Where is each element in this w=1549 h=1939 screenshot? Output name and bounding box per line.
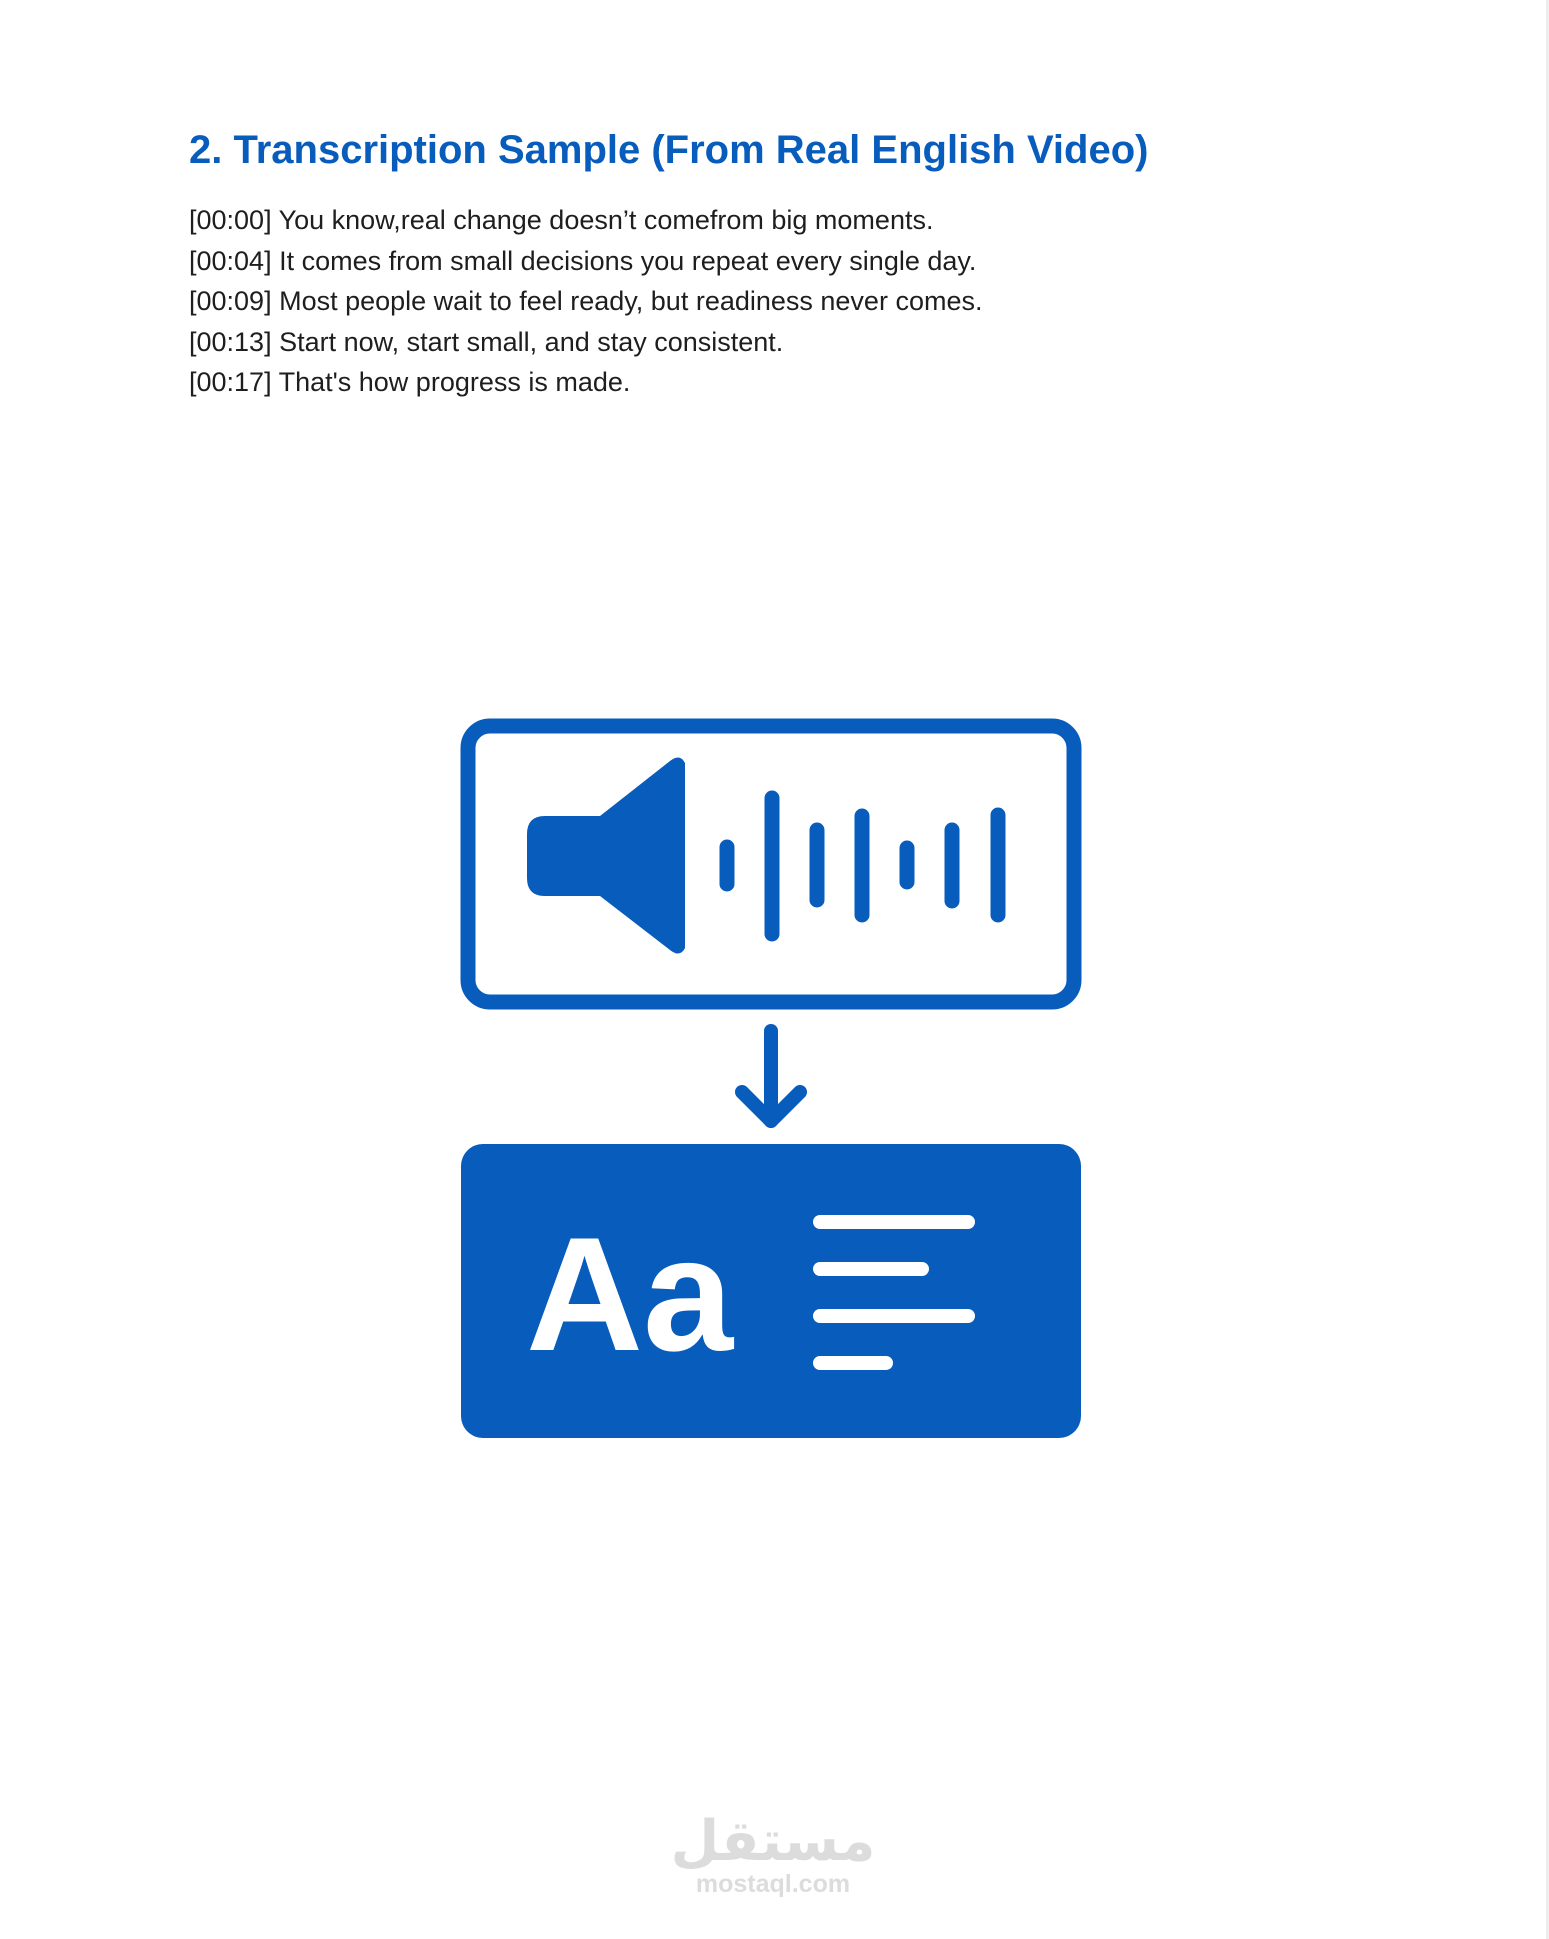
transcript-text: It comes from small decisions you repeat every single day. <box>279 245 977 276</box>
watermark-logo <box>660 1800 886 1900</box>
timestamp: [00:00] <box>189 205 272 235</box>
transcript-line <box>189 362 982 403</box>
transcript-text: Most people wait to feel ready, but readiness never comes. <box>279 286 983 316</box>
timestamp: [00:17] <box>189 367 272 397</box>
speech-to-text-illustration <box>460 718 1082 1440</box>
sound-wave-icon <box>727 798 998 934</box>
text-icon: Aa <box>526 1204 734 1385</box>
timestamp: [00:04] <box>189 245 272 276</box>
transcript-text: Start now, start small, and stay consistent. <box>279 326 784 357</box>
transcript-text: That's how progress is made. <box>278 367 631 397</box>
transcript-list <box>189 200 982 403</box>
watermark-domain: mostaql.com <box>695 1870 851 1898</box>
timestamp: [00:13] <box>189 326 272 357</box>
timestamp: [00:09] <box>189 286 272 316</box>
watermark-arabic: مستقل <box>670 1809 876 1874</box>
arrow-down-icon <box>742 1031 800 1121</box>
speaker-icon <box>527 757 685 953</box>
section-heading: 2. Transcription Sample (From Real English Video) <box>189 128 1149 172</box>
transcript-line <box>189 241 982 282</box>
transcript-text: You know,real change doesn’t comefrom big moments. <box>278 205 934 235</box>
transcript-line <box>189 322 982 363</box>
transcript-line <box>189 200 982 241</box>
transcript-line <box>189 281 982 322</box>
